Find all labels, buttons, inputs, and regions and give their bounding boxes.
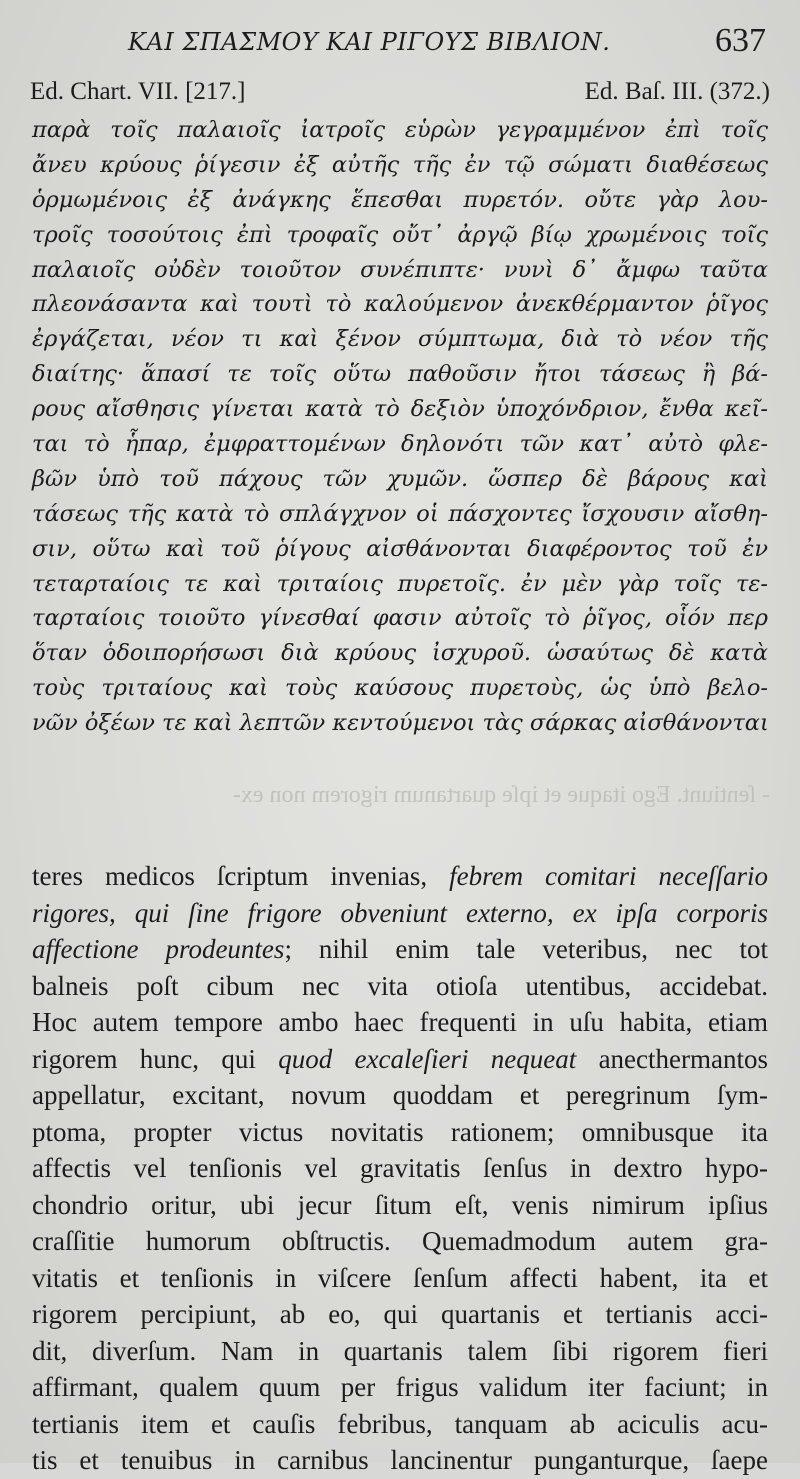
latin-text-line bbox=[32, 1333, 768, 1370]
latin-text-line bbox=[32, 1442, 768, 1479]
greek-text-line: παλαιοῖς οὐδὲν τοιοῦτον συνέπιπτε· νυνὶ δ᾽ ἄμφω ταῦτα bbox=[32, 256, 768, 283]
greek-text-line: ἄνευ κρύους ῥίγεσιν ἐξ αὐτῆς τῆς ἐν τῷ σώματι διαθέσεως bbox=[32, 151, 768, 178]
latin-text-block bbox=[32, 858, 768, 1479]
latin-text-segment: vitatis et tenſionis in viſcere ſenſum affecti habent, ita et bbox=[32, 1262, 768, 1293]
greek-text-block bbox=[32, 113, 768, 741]
latin-text-segment: rigorem percipiunt, ab eo, qui quartanis et tertianis acci- bbox=[32, 1299, 768, 1329]
latin-text-segment: ptoma, propter victus novitatis rationem; omnibusque ita bbox=[32, 1116, 768, 1147]
running-title: ΚΑΙ ΣΠΑΣΜΟΥ ΚΑΙ ΡΙΓΟΥΣ ΒΙΒΛΙΟΝ. bbox=[128, 28, 611, 56]
latin-text-line bbox=[32, 1077, 768, 1114]
greek-text-line: πλεονάσαντα καὶ τουτὶ τὸ καλούμενον ἀνεκθέρμαντον ῥῖγος bbox=[32, 291, 768, 318]
latin-text-segment: affectis vel tenſionis vel gravitatis ſenſus in dextro hypo- bbox=[32, 1153, 768, 1183]
greek-text-line: παρὰ τοῖς παλαιοῖς ἰατροῖς εὑρὼν γεγραμμένον ἐπὶ τοῖς bbox=[32, 117, 768, 143]
greek-text-line: ὁρμωμένοις ἐξ ἀνάγκης ἕπεσθαι πυρετόν. οὔτε γὰρ λου- bbox=[32, 186, 768, 213]
latin-text-line bbox=[32, 968, 768, 1005]
latin-text-segment: Hoc autem tempore ambo haec frequenti in uſu habita, etiam bbox=[32, 1007, 768, 1037]
greek-text-line: νῶν ὀξέων τε καὶ λεπτῶν κεντούμενοι τὰς σάρκας αἰσθάνονται bbox=[32, 710, 769, 737]
bleed-through-text: - ſentiunt. Ego itaque et ipſe quartanum rigorem non ex- bbox=[232, 782, 770, 808]
latin-text-segment: tertianis item et cauſis febribus, tanquam ab aciculis acu- bbox=[32, 1408, 768, 1439]
latin-italic-segment: febrem comitari neceſſario bbox=[449, 861, 768, 891]
latin-text-line bbox=[32, 1004, 768, 1041]
greek-text-line: ρους αἴσθησις γίνεται κατὰ τὸ δεξιὸν ὑποχόνδριον, ἔνθα κεῖ- bbox=[32, 396, 768, 423]
greek-text-line: τάσεως τῆς κατὰ τὸ σπλάγχνον οἱ πάσχοντες ἴσχουσιν αἴσθη- bbox=[32, 500, 768, 527]
latin-italic-segment: affectione prodeuntes bbox=[32, 934, 285, 964]
greek-text-line: ἐργάζεται, νέον τι καὶ ξένον σύμπτωμα, διὰ τὸ νέον τῆς bbox=[32, 326, 768, 353]
latin-italic-segment: quod excaleſieri nequeat bbox=[278, 1043, 577, 1074]
running-head bbox=[0, 22, 800, 66]
latin-text-line bbox=[32, 895, 768, 932]
greek-text-line: ταρταίοις τοιοῦτο γίνεσθαί φασιν αὐτοῖς τὸ ῥῖγος, οἷόν περ bbox=[32, 605, 768, 632]
latin-text-line bbox=[32, 1406, 768, 1443]
page-number: 637 bbox=[715, 22, 766, 59]
latin-text-line bbox=[32, 1369, 768, 1406]
latin-text-segment: teres medicos ſcriptum invenias, bbox=[32, 861, 450, 891]
latin-text-segment: chondrio oritur, ubi jecur ſitum eſt, venis nimirum ipſius bbox=[32, 1189, 768, 1220]
greek-text-line: βῶν ὑπὸ τοῦ πάχους τῶν χυμῶν. ὥσπερ δὲ βάρους καὶ bbox=[32, 465, 768, 492]
greek-text-line: ὅταν ὁδοιπορήσωσι διὰ κρύους ἰσχυροῦ. ὡσαύτως δὲ κατὰ bbox=[32, 640, 768, 667]
latin-text-line bbox=[32, 1187, 768, 1224]
greek-text-line: σιν, οὕτω καὶ τοῦ ῥίγους αἰσθάνονται διαφέροντος τοῦ ἐν bbox=[32, 535, 768, 562]
latin-text-line bbox=[32, 931, 768, 968]
latin-text-segment: dit, diverſum. Nam in quartanis talem ſibi rigorem fieri bbox=[32, 1335, 768, 1366]
greek-text-line: ται τὸ ἧπαρ, ἐμφραττομένων δηλονότι τῶν κατ᾽ αὐτὸ φλε- bbox=[32, 431, 768, 458]
greek-text-line: τροῖς τοσούτοις ἐπὶ τροφαῖς οὔτ᾽ ἀργῷ βίῳ χρωμένοις τοῖς bbox=[32, 221, 768, 248]
edition-chartier-ref: Ed. Chart. VII. [217.] bbox=[30, 78, 246, 105]
latin-text-segment: tis et tenuibus in carnibus lancinentur punganturque, ſaepe bbox=[32, 1445, 768, 1475]
greek-text-line: τοὺς τριταίους καὶ τοὺς καύσους πυρετοὺς, ὡς ὑπὸ βελο- bbox=[32, 675, 768, 702]
edition-reference-line bbox=[30, 78, 770, 112]
latin-text-segment: rigorem hunc, qui bbox=[32, 1043, 279, 1074]
latin-text-line bbox=[32, 1260, 768, 1297]
latin-text-segment: affirmant, qualem quum per frigus validum iter faciunt; in bbox=[32, 1372, 768, 1402]
greek-text-line: διαίτης· ἅπασί τε τοῖς οὕτω παθοῦσιν ἤτοι τάσεως ἢ βά- bbox=[32, 361, 768, 388]
latin-text-line bbox=[32, 1041, 768, 1078]
latin-italic-segment: rigores, qui ſine frigore obveniunt externo, ex ipſa corporis bbox=[32, 897, 768, 928]
latin-text-segment: ; nihil enim tale veteribus, nec tot bbox=[284, 934, 768, 964]
latin-text-segment: anecthermantos bbox=[576, 1043, 768, 1074]
latin-text-line bbox=[32, 858, 768, 895]
latin-text-line bbox=[32, 1223, 768, 1260]
edition-basel-ref: Ed. Baſ. III. (372.) bbox=[584, 78, 770, 105]
latin-text-segment: craſſitie humorum obſtructis. Quemadmodum autem gra- bbox=[32, 1226, 768, 1256]
latin-text-line bbox=[32, 1114, 768, 1151]
latin-text-line bbox=[32, 1150, 768, 1187]
greek-text-line: τεταρταίοις τε καὶ τριταίοις πυρετοῖς. ἐν μὲν γὰρ τοῖς τε- bbox=[32, 570, 768, 597]
latin-text-line bbox=[32, 1296, 768, 1333]
latin-text-segment: appellatur, excitant, novum quoddam et peregrinum ſym- bbox=[32, 1080, 768, 1110]
latin-text-segment: balneis poſt cibum nec vita otioſa utentibus, accidebat. bbox=[32, 970, 768, 1001]
